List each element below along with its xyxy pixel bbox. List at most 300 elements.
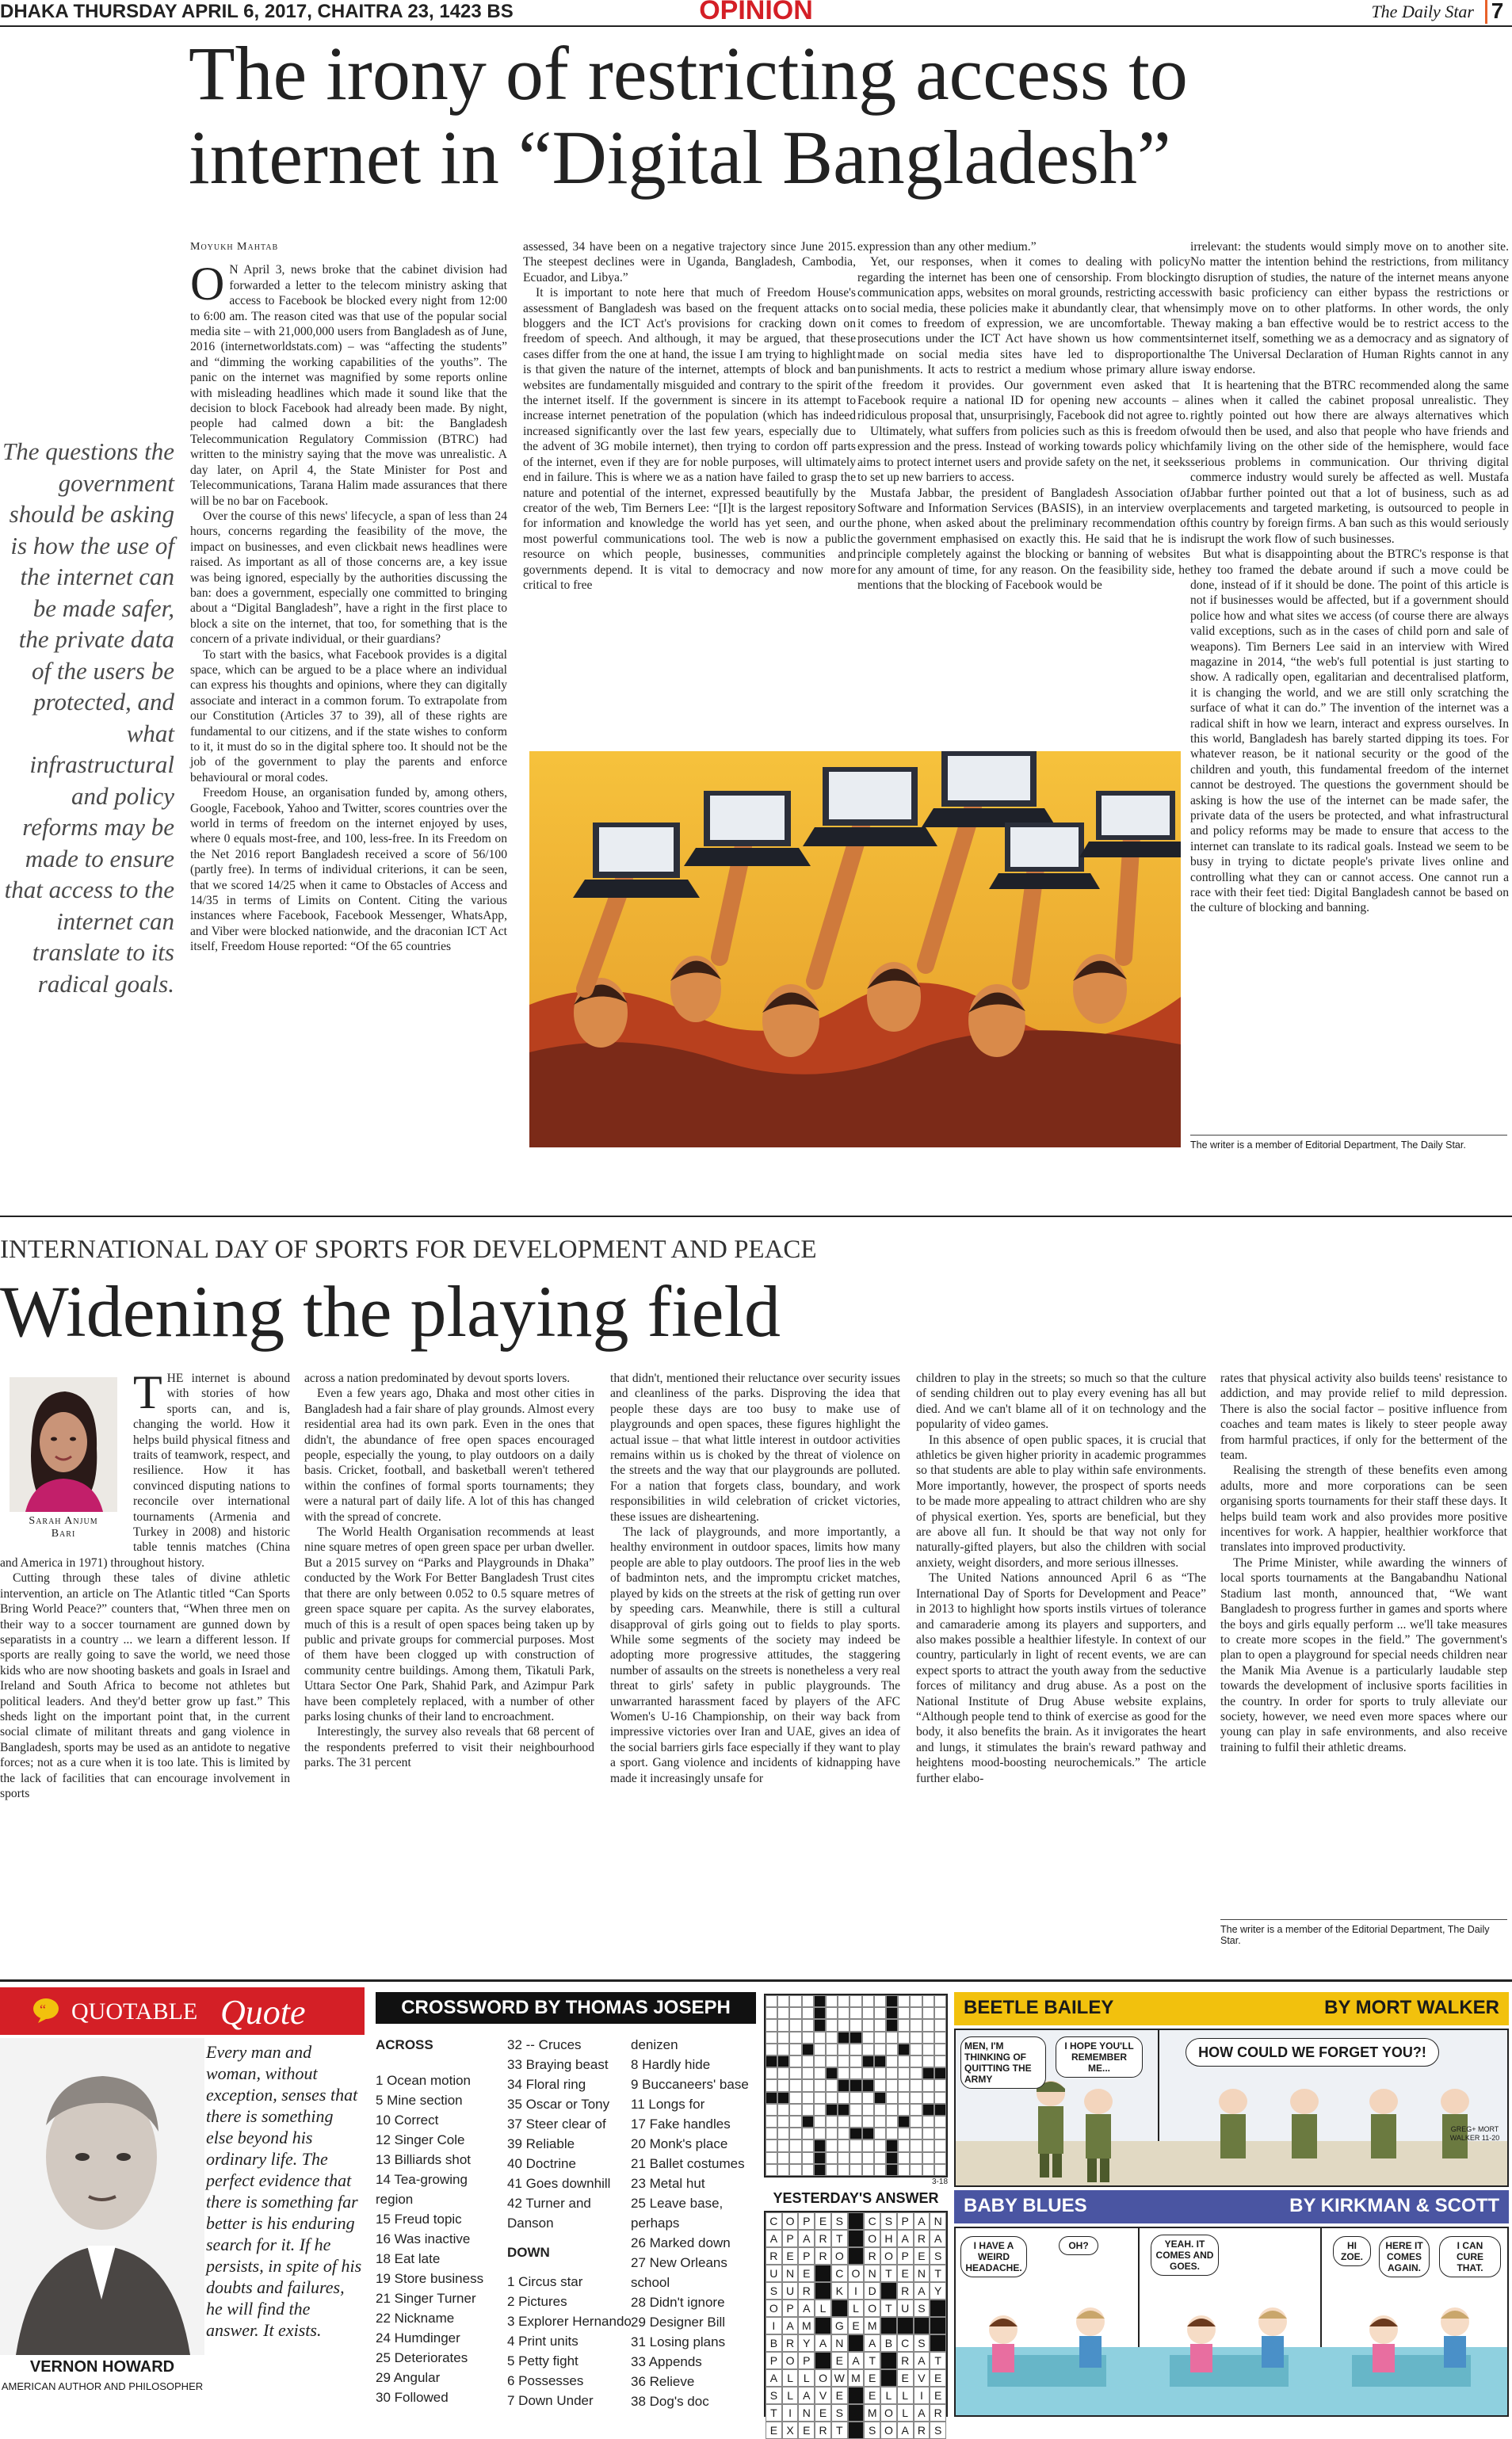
crossword-cell[interactable] [766,2032,777,2044]
answer-cell: A [897,2422,914,2439]
crossword-cell[interactable] [862,2067,874,2079]
crossword-cell[interactable] [789,2044,801,2055]
crossword-cell[interactable] [838,2139,850,2151]
crossword-cell[interactable] [934,2032,946,2044]
page-number: 7 [1485,0,1507,24]
crossword-cell[interactable] [766,2152,777,2164]
crossword-cell[interactable] [777,1995,789,2007]
answer-cell: L [897,2387,914,2404]
crossword-cell[interactable] [802,2164,814,2176]
crossword-cell[interactable] [910,2067,922,2079]
crossword-cell[interactable] [838,2019,850,2031]
crossword-cell[interactable] [874,2104,886,2116]
crossword-cell[interactable] [802,2128,814,2139]
crossword-cell[interactable] [850,2067,861,2079]
crossword-cell[interactable] [910,2079,922,2091]
crossword-cell[interactable] [766,2104,777,2116]
article2-byline: Sarah Anjum Bari [29,1515,98,1540]
crossword-cell[interactable] [910,2032,922,2044]
answer-cell: P [798,2352,815,2369]
crossword-cell[interactable] [826,2032,838,2044]
answer-cell: D [864,2282,880,2300]
crossword-cell[interactable] [898,2032,910,2044]
yesterday-answer-label: YESTERDAY'S ANSWER [773,2190,939,2206]
crossword-cell[interactable] [777,2116,789,2128]
crossword-cell [874,2055,886,2067]
answer-cell [848,2334,865,2352]
crossword-cell[interactable] [886,2055,898,2067]
crossword-cell[interactable] [777,2104,789,2116]
crossword-cell[interactable] [826,2128,838,2139]
crossword-cell[interactable] [802,2007,814,2019]
crossword-grid[interactable] [764,1994,948,2178]
answer-cell: P [798,2247,815,2265]
crossword-cell[interactable] [922,2139,934,2151]
answer-cell: S [930,2247,946,2265]
answer-cell: C [864,2212,880,2230]
crossword-cell[interactable] [814,2079,826,2091]
crossword-cell[interactable] [898,2007,910,2019]
answer-cell: S [914,2300,930,2317]
crossword-cell[interactable] [934,2079,946,2091]
article2-paragraph: The Prime Minister, while awarding the winners of local sports tournaments at the Bangabandhu National Stadium last month, announced that, “We want Bangladesh to progress further in games and sports where the boys and girls equally perform ... we'll take measures to create more scopes in the field.” The government's plan to open a playground for special needs children near the Manik Mia Avenue is a particularly laudable step towards the development of inclusive sports facilities in the country. In order for sports to truly alleviate our society, however, we need even more spaces where our young can play in safe environments, and also receive training to fulfil their athletic dreams. [1220,1555,1507,1754]
article2-paragraph: children to play in the streets; so much so that the culture of sending children out to play every evening has all but died. And we can't blame all of it on technology and the popularity of video games. [916,1372,1206,1432]
crossword-cell[interactable] [922,2092,934,2104]
answer-cell [848,2212,865,2230]
crossword-cell[interactable] [910,2139,922,2151]
article1-col-4 [1190,239,1509,916]
crossword-cell[interactable] [862,2104,874,2116]
crossword-cell[interactable] [789,1995,801,2007]
crossword-cell[interactable] [838,2067,850,2079]
crossword-cell[interactable] [862,2019,874,2031]
answer-cell: P [766,2352,782,2369]
crossword-cell[interactable] [838,2128,850,2139]
crossword-cell[interactable] [910,2055,922,2067]
crossword-cell[interactable] [850,1995,861,2007]
baby-author: BY KIRKMAN & SCOTT [1289,2195,1499,2216]
crossword-cell[interactable] [862,2007,874,2019]
crossword-cell[interactable] [886,2067,898,2079]
crossword-cell[interactable] [886,2104,898,2116]
crossword-cell[interactable] [934,2139,946,2151]
crossword-cell[interactable] [934,1995,946,2007]
crossword-cell[interactable] [862,2152,874,2164]
crossword-cell[interactable] [789,2139,801,2151]
article1-paragraph: To start with the basics, what Facebook provides is a digital space, which can be argued to be a place where an individual can express his thoughts and opinions, where they can digitally associate and interact in a common forum. To extrapolate from our Constitution (Articles 37 to 39), all of these rights are fundamental to our citizens, and if the state wishes to conform to it, it must do so in the digital sphere too. It should not be the job of the government to play the parents and enforce behavioural or moral codes. [190,647,507,784]
answer-cell: O [880,2404,897,2422]
crossword-cell[interactable] [898,2164,910,2176]
crossword-cell[interactable] [934,2152,946,2164]
crossword-cell[interactable] [826,2007,838,2019]
crossword-cell[interactable] [777,2152,789,2164]
baby-balloon-3: YEAH. IT COMES AND GOES. [1151,2235,1219,2276]
crossword-cell[interactable] [802,2079,814,2091]
crossword-cell[interactable] [766,2079,777,2091]
crossword-cell[interactable] [789,2164,801,2176]
crossword-cell[interactable] [766,2139,777,2151]
crossword-cell[interactable] [826,2152,838,2164]
crossword-cell[interactable] [874,1995,886,2007]
answer-cell: A [815,2334,831,2352]
crossword-cell[interactable] [898,2067,910,2079]
writer-note: The writer is a member of Editorial Department, The Daily Star. [1190,1139,1466,1151]
crossword-cell[interactable] [874,2044,886,2055]
crossword-cell[interactable] [886,2092,898,2104]
crossword-cell [886,2164,898,2176]
crossword-cell[interactable] [766,2116,777,2128]
crossword-cell[interactable] [874,2116,886,2128]
crossword-cell[interactable] [910,2152,922,2164]
writer-note: The writer is a member of the Editorial Department, The Daily Star. [1220,1924,1490,1946]
answer-cell: N [782,2265,799,2282]
answer-cell [848,2387,865,2404]
crossword-cell[interactable] [922,2019,934,2031]
crossword-cell[interactable] [910,2007,922,2019]
answer-grid [764,2211,948,2437]
article1-paragraph: O N April 3, news broke that the cabinet division had forwarded a letter to the telecom ministry asking that access to Facebook be blocked every night from 12:00 to 6:00 am. The reason cited was that use of the popular social media site – with 21,000,000 users from Bangladesh as of June, 2016 (internetworldstats.com) – was “affecting the students” and “dimming the working capabilities of the youths”. The panic on the internet was magnified by some reports online with misleading headlines which made it sound like that the decision to block Facebook had already been made. By night, people had calmed down a bit: the Bangladesh Telecommunication Regulatory Commission (BTRC) had written to the ministry saying that the move was unrealistic. A day later, on April 4, the State Minister for Post and Telecommunications, Tarana Halim made assurances that there will be no bar on Facebook. [190,258,507,508]
crossword-cell[interactable] [934,2007,946,2019]
crossword-cell[interactable] [922,2055,934,2067]
crossword-cell[interactable] [838,2152,850,2164]
crossword-cell[interactable] [838,2116,850,2128]
crossword-cell[interactable] [777,2007,789,2019]
crossword-cell[interactable] [766,2128,777,2139]
crossword-cell[interactable] [922,1995,934,2007]
answer-cell: S [880,2212,897,2230]
answer-cell: R [897,2352,914,2369]
crossword-cell[interactable] [874,2067,886,2079]
crossword-cell[interactable] [898,2104,910,2116]
crossword-cell[interactable] [910,2044,922,2055]
crossword-cell[interactable] [789,2116,801,2128]
headline-line-2: internet in “Digital Bangladesh” [189,115,1171,200]
crossword-cell[interactable] [789,2079,801,2091]
article2-paragraph: rates that physical activity also builds teens' resistance to addiction, and may provide relief to mild depression. There is also the social factor – positive influence from coaches and team mates is likely to steer people away from harmful practices, if only for the betterment of the team. [1220,1372,1507,1463]
crossword-cell[interactable] [814,2116,826,2128]
crossword-cell[interactable] [898,2092,910,2104]
crossword-cell[interactable] [814,2067,826,2079]
crossword-cell[interactable] [789,2128,801,2139]
crossword-cell[interactable] [934,2044,946,2055]
crossword-cell[interactable] [826,2044,838,2055]
quote-author-role: AMERICAN AUTHOR AND PHILOSOPHER [1,2380,204,2392]
crossword-cell[interactable] [838,2044,850,2055]
crossword-cell[interactable] [934,2128,946,2139]
crossword-cell[interactable] [898,2139,910,2151]
crossword-cell[interactable] [838,2092,850,2104]
answer-cell: O [782,2212,799,2230]
answer-cell: A [914,2212,930,2230]
crossword-cell [886,2139,898,2151]
crossword-cell[interactable] [802,2104,814,2116]
crossword-cell[interactable] [886,2116,898,2128]
writer-note-rule [1220,1919,1507,1920]
crossword-cell[interactable] [814,2032,826,2044]
crossword-cell[interactable] [850,2116,861,2128]
crossword-cell [814,2007,826,2019]
crossword-cell[interactable] [826,2019,838,2031]
crossword-cell[interactable] [910,1995,922,2007]
crossword-cell[interactable] [934,2116,946,2128]
crossword-cell[interactable] [826,2116,838,2128]
crossword-cell[interactable] [802,2032,814,2044]
section-rule [0,1216,1512,1217]
answer-cell [914,2317,930,2334]
answer-cell: E [831,2352,848,2369]
crossword-cell[interactable] [862,2092,874,2104]
crossword-cell [886,2019,898,2031]
crossword-cell[interactable] [766,2067,777,2079]
crossword-cell[interactable] [789,2055,801,2067]
answer-cell: L [782,2387,799,2404]
crossword-cell[interactable] [898,2055,910,2067]
crossword-cell[interactable] [838,2007,850,2019]
crossword-cell[interactable] [826,2164,838,2176]
beetle-balloon-3: HOW COULD WE FORGET YOU?! [1186,2038,1439,2067]
crossword-cell[interactable] [874,2019,886,2031]
crossword-cell[interactable] [922,2128,934,2139]
crossword-cell[interactable] [850,2152,861,2164]
crossword-cell[interactable] [766,2007,777,2019]
crossword-cell[interactable] [850,2055,861,2067]
crossword-cell[interactable] [777,2067,789,2079]
crossword-cell[interactable] [826,2079,838,2091]
crossword-cell[interactable] [777,2128,789,2139]
crossword-cell[interactable] [802,2092,814,2104]
crossword-cell[interactable] [922,2007,934,2019]
answer-cell: A [914,2282,930,2300]
crossword-cell[interactable] [826,1995,838,2007]
answer-cell: A [914,2352,930,2369]
crossword-cell [874,2092,886,2104]
crossword-cell[interactable] [874,2164,886,2176]
crossword-cell[interactable] [898,2152,910,2164]
baby-balloon-1: I HAVE A WEIRD HEADACHE. [960,2236,1027,2277]
crossword-cell [862,2055,874,2067]
answer-cell: T [864,2352,880,2369]
crossword-cell[interactable] [802,2139,814,2151]
crossword-cell[interactable] [766,2164,777,2176]
crossword-cell[interactable] [910,2104,922,2116]
crossword-cell[interactable] [802,2152,814,2164]
article2-col-5 [1220,1371,1507,1755]
answer-cell: R [864,2247,880,2265]
headline-line-1: The irony of restricting access to [189,31,1188,116]
crossword-cell[interactable] [766,2019,777,2031]
answer-cell: T [766,2404,782,2422]
crossword-cell[interactable] [922,2044,934,2055]
crossword-cell[interactable] [922,2164,934,2176]
crossword-cell[interactable] [910,2092,922,2104]
beetle-signature: GREG+ MORT WALKER 11-20 [1449,2125,1500,2142]
crossword-cell[interactable] [802,1995,814,2007]
crossword-cell[interactable] [826,2139,838,2151]
crossword-cell[interactable] [766,2044,777,2055]
crossword-cell [850,2032,861,2044]
answer-cell: L [782,2369,799,2387]
crossword-cell[interactable] [777,2079,789,2091]
crossword-cell[interactable] [789,2092,801,2104]
crossword-cell[interactable] [898,2019,910,2031]
crossword-cell[interactable] [874,2152,886,2164]
crossword-cell[interactable] [874,2079,886,2091]
crossword-cell[interactable] [934,2019,946,2031]
answer-cell: S [864,2422,880,2439]
crossword-cell [862,2079,874,2091]
crossword-cell[interactable] [802,2019,814,2031]
answer-cell: T [831,2230,848,2247]
answer-cell: A [766,2230,782,2247]
baby-balloon-6: I CAN CURE THAT. [1439,2236,1501,2277]
crossword-cell[interactable] [814,2128,826,2139]
crossword-cell [802,2044,814,2055]
crossword-cell [838,2104,850,2116]
baby-balloon-5: HERE IT COMES AGAIN. [1379,2236,1430,2277]
crossword-cell[interactable] [850,2164,861,2176]
crossword-cell[interactable] [862,2139,874,2151]
answer-cell [880,2352,897,2369]
crossword-cell[interactable] [922,2152,934,2164]
crossword-cell[interactable] [886,2032,898,2044]
crossword-cell[interactable] [898,2128,910,2139]
answer-cell: O [864,2230,880,2247]
crossword-cell[interactable] [814,2104,826,2116]
answer-cell: O [848,2265,865,2282]
crossword-cell[interactable] [910,2116,922,2128]
crossword-cell[interactable] [814,2055,826,2067]
answer-cell: T [930,2265,946,2282]
answer-cell: I [782,2404,799,2422]
crossword-cell[interactable] [850,2104,861,2116]
answer-cell: E [930,2387,946,2404]
answer-cell: T [880,2300,897,2317]
crossword-cell[interactable] [850,2007,861,2019]
answer-cell: K [831,2282,848,2300]
article1-paragraph: Mustafa Jabbar, the president of Bangladesh Association of Software and Information Services (BASIS), in an interview over the phone, when asked about the preliminary recommendation of the government emphasised on exactly this. He said that he is in principle completely against the blocking or banning of websites for any amount of time, for any reason. On the feasibility side, he mentions that the blocking of Facebook would be [857,486,1190,592]
crossword-cell[interactable] [862,2116,874,2128]
crossword-cell [850,2079,861,2091]
crossword-cell [814,1995,826,2007]
crossword-cell[interactable] [838,2164,850,2176]
answer-cell: U [897,2300,914,2317]
byline: Moyukh Mahtab [190,241,279,253]
laptops-illustration [529,751,1181,1147]
crossword-cell[interactable] [934,2092,946,2104]
crossword-cell[interactable] [862,2044,874,2055]
crossword-cell[interactable] [814,2044,826,2055]
crossword-cell[interactable] [814,2092,826,2104]
crossword-cell[interactable] [886,2044,898,2055]
crossword-cell[interactable] [850,2139,861,2151]
crossword-cell[interactable] [777,2044,789,2055]
crossword-cell[interactable] [789,2104,801,2116]
answer-cell: O [815,2369,831,2387]
article1-paragraph: Yet, our responses, when it comes to dealing with policy regarding the internet has been one of censorship. From blocking communication apps, websites on moral grounds, restricting access to social media, these policies make it abundantly clear, that when it comes to freedom of expression, we are uncomfortable. The prosecutions under the ICT Act have shown us how comments made on social media sites have led to disproportional punishments. It acts to restrict a medium whose primary allure is the freedom it provides. Our government even asked that Facebook require a national ID for opening new accounts – a ridiculous proposal that, unsurprisingly, Facebook did not agree to. [857,255,1190,423]
answer-cell: S [766,2387,782,2404]
answer-cell: M [864,2404,880,2422]
crossword-cell[interactable] [850,2044,861,2055]
crossword-cell [814,2164,826,2176]
crossword-cell[interactable] [934,2055,946,2067]
crossword-cell [838,2032,850,2044]
answer-cell: M [864,2317,880,2334]
crossword-cell[interactable] [789,2032,801,2044]
crossword-cell[interactable] [922,2079,934,2091]
answer-cell: U [782,2282,799,2300]
crossword-cell[interactable] [802,2067,814,2079]
crossword-col-2: 32 -- Cruces 33 Braying beast 34 Floral ring 35 Oscar or Tony 37 Steer clear of 39 Reliable 40 Doctrine 41 Goes downhill 42 Turner and Danson DOWN 1 Circus star 2 Pictures 3 Explorer Hernando 4 Print units 5 Petty fight 6 Possesses 7 Down Under [507,2035,634,2410]
crossword-cell[interactable] [862,2164,874,2176]
answer-cell: A [864,2334,880,2352]
crossword-cell[interactable] [934,2164,946,2176]
answer-cell: O [782,2352,799,2369]
crossword-cell[interactable] [898,1995,910,2007]
article2-headline: Widening the playing field [0,1271,781,1352]
crossword-cell[interactable] [874,2032,886,2044]
article1-headline [189,32,1496,200]
article1-col-1 [190,239,507,955]
answer-cell: R [914,2422,930,2439]
crossword-cell[interactable] [874,2007,886,2019]
bottom-rule [0,1979,1512,1982]
answer-cell: T [930,2352,946,2369]
crossword-cell[interactable] [922,2032,934,2044]
crossword-cell[interactable] [910,2164,922,2176]
crossword-cell[interactable] [922,2116,934,2128]
crossword-cell [898,2044,910,2055]
crossword-cell[interactable] [850,2019,861,2031]
crossword-cell[interactable] [838,2055,850,2067]
crossword-cell[interactable] [826,2055,838,2067]
answer-cell: E [782,2247,799,2265]
crossword-cell[interactable] [789,2152,801,2164]
crossword-cell[interactable] [886,2128,898,2139]
crossword-cell[interactable] [789,2007,801,2019]
crossword-cell[interactable] [910,2019,922,2031]
answer-cell: E [798,2265,815,2282]
crossword-cell[interactable] [802,2055,814,2067]
crossword-cell[interactable] [766,1995,777,2007]
crossword-cell[interactable] [789,2019,801,2031]
crossword-cell[interactable] [862,1995,874,2007]
crossword-cell[interactable] [826,2092,838,2104]
crossword-cell[interactable] [886,2079,898,2091]
answer-cell: B [766,2334,782,2352]
crossword-cell[interactable] [777,2019,789,2031]
crossword-cell[interactable] [874,2139,886,2151]
answer-cell: N [831,2334,848,2352]
crossword-cell[interactable] [874,2128,886,2139]
crossword-cell[interactable] [789,2067,801,2079]
paper-name: The Daily Star [1371,2,1474,21]
quote-header-word1: QUOTABLE [71,1998,198,2025]
crossword-cell[interactable] [862,2032,874,2044]
crossword-cell[interactable] [838,1995,850,2007]
crossword-cell[interactable] [850,2092,861,2104]
crossword-cell[interactable] [777,2139,789,2151]
crossword-cell[interactable] [898,2079,910,2091]
answer-cell: E [848,2317,865,2334]
answer-cell: B [880,2334,897,2352]
answer-cell: H [880,2230,897,2247]
answer-cell: P [897,2212,914,2230]
crossword-cell[interactable] [777,2164,789,2176]
crossword-cell[interactable] [777,2032,789,2044]
crossword-cell[interactable] [910,2128,922,2139]
article2-paragraph: Realising the strength of these benefits even among adults, more and more corporations can be seen organising sports tournaments for their staff these days. It helps build team work and also provides more positive incentives for work. A happier, healthier workforce that translates into improved productivity. [1220,1464,1507,1555]
baby-balloon-4: HI ZOE. [1333,2236,1371,2266]
